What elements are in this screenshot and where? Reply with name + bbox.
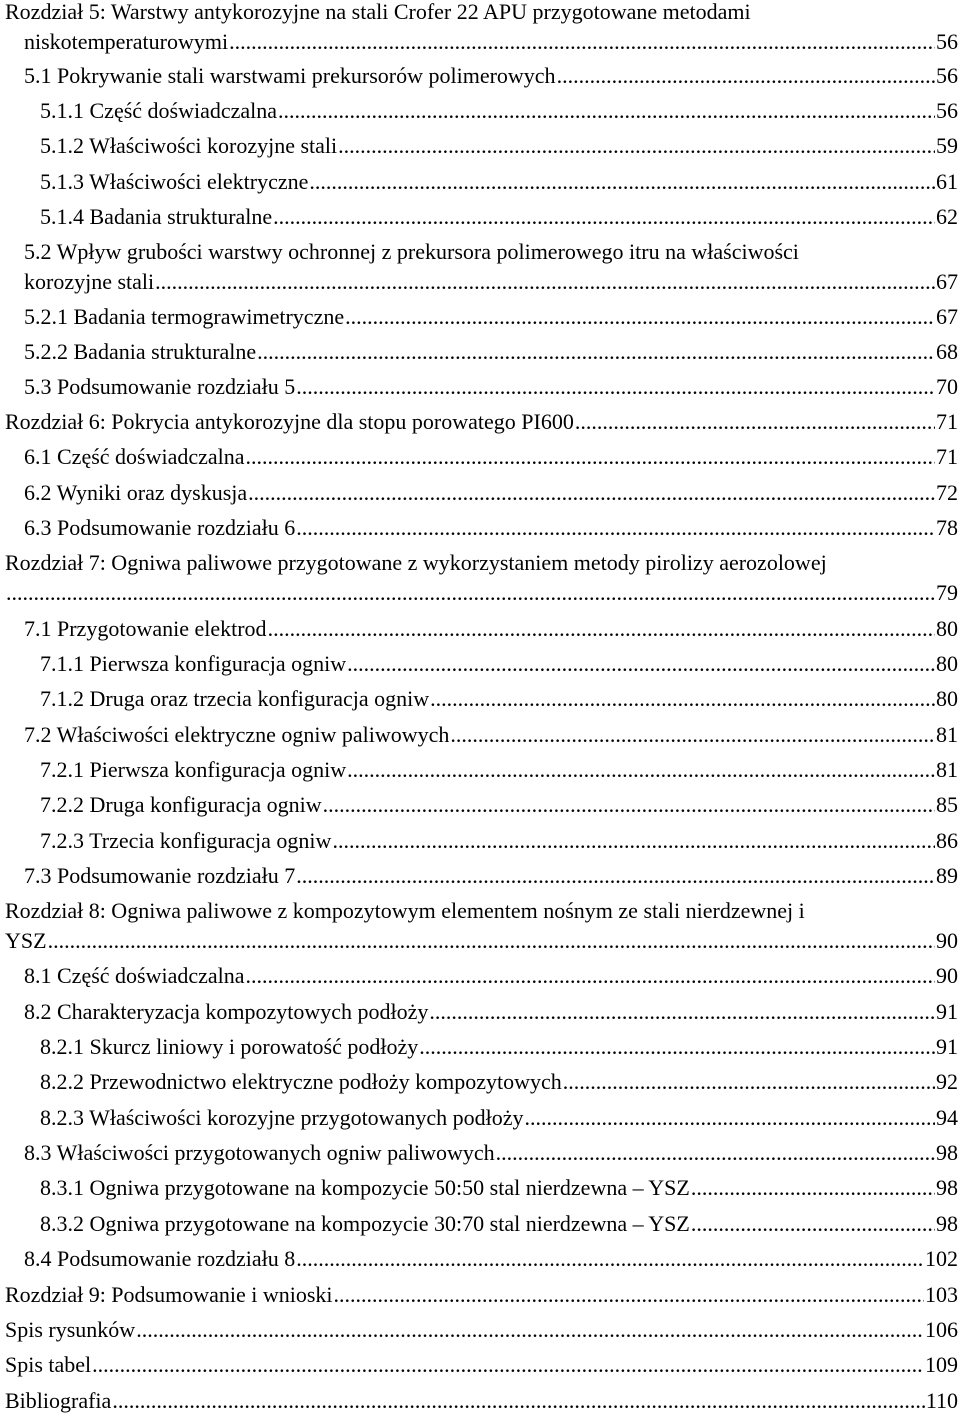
toc-entry-title: 8.3.2 Ogniwa przygotowane na kompozycie 30:70 stal nierdzewna – YSZ — [40, 1211, 690, 1236]
dot-leader — [450, 720, 935, 750]
toc-page-number: 81 — [936, 757, 958, 782]
dot-leader — [246, 961, 935, 991]
toc-entry[interactable] — [24, 614, 958, 644]
toc-page-number: 94 — [936, 1105, 958, 1130]
toc-entry[interactable] — [40, 684, 958, 714]
toc-entry-title: 7.2.2 Druga konfiguracja ogniw — [40, 792, 322, 817]
dot-leader — [92, 1350, 924, 1380]
dot-leader — [246, 442, 935, 472]
toc-entry-title: 6.2 Wyniki oraz dyskusja — [24, 480, 248, 505]
dot-leader — [229, 27, 935, 57]
toc-page-number: 98 — [936, 1175, 958, 1200]
toc-entry-title: Rozdział 7: Ogniwa paliwowe przygotowane z wykorzystaniem metody pirolizy aerozolowej — [5, 550, 827, 575]
dot-leader — [309, 167, 935, 197]
toc-entry-title: 5.1 Pokrywanie stali warstwami prekursorów polimerowych — [24, 63, 556, 88]
toc-entry[interactable] — [24, 961, 958, 991]
toc-entry[interactable] — [24, 1138, 958, 1168]
toc-entry-title: 8.1 Część doświadczalna — [24, 963, 245, 988]
toc-page-number: 92 — [936, 1069, 958, 1094]
dot-leader — [347, 755, 935, 785]
toc-page-number: 91 — [936, 1034, 958, 1059]
toc-entry-title: Rozdział 6: Pokrycia antykorozyjne dla stopu porowatego PI600 — [5, 409, 574, 434]
toc-entry[interactable] — [40, 167, 958, 197]
dot-leader — [296, 513, 935, 543]
toc-entry-title: 5.1.1 Część doświadczalna — [40, 98, 278, 123]
dot-leader — [575, 407, 935, 437]
toc-entry-title: 5.1.3 Właściwości elektryczne — [40, 169, 309, 194]
toc-page-number: 70 — [936, 374, 958, 399]
toc-page-number: 62 — [936, 204, 958, 229]
toc-entry[interactable] — [24, 861, 958, 891]
toc-entry[interactable] — [40, 755, 958, 785]
toc-page-number: 103 — [925, 1282, 958, 1307]
toc-entry[interactable] — [40, 131, 958, 161]
dot-leader — [155, 267, 935, 297]
toc-entry[interactable] — [40, 790, 958, 820]
dot-leader — [334, 1280, 924, 1310]
toc-page-number: 98 — [936, 1140, 958, 1165]
toc-entry[interactable] — [40, 96, 958, 126]
toc-entry[interactable] — [24, 513, 958, 543]
toc-page-number: 109 — [925, 1352, 958, 1377]
toc-entry-title: 8.2.3 Właściwości korozyjne przygotowanych podłoży — [40, 1105, 524, 1130]
toc-entry[interactable] — [24, 720, 958, 750]
toc-entry[interactable] — [24, 442, 958, 472]
dot-leader — [496, 1138, 935, 1168]
toc-entry[interactable] — [24, 61, 958, 91]
dot-leader — [278, 96, 935, 126]
toc-entry-title: 5.1.4 Badania strukturalne — [40, 204, 273, 229]
toc-page-number: 78 — [936, 515, 958, 540]
toc-entry-title: 7.2.1 Pierwsza konfiguracja ogniw — [40, 757, 347, 782]
dot-leader — [332, 826, 935, 856]
toc-entry-title: 6.1 Część doświadczalna — [24, 444, 245, 469]
dot-leader — [347, 649, 935, 679]
toc-page-number: 89 — [936, 863, 958, 888]
toc-entry[interactable] — [5, 578, 958, 608]
toc-entry-title: 5.1.2 Właściwości korozyjne stali — [40, 133, 338, 158]
toc-page-number: 90 — [936, 963, 958, 988]
toc-page-number: 68 — [936, 339, 958, 364]
toc-page-number: 72 — [936, 480, 958, 505]
toc-entry[interactable] — [24, 337, 958, 367]
dot-leader — [296, 1244, 924, 1274]
dot-leader — [48, 926, 935, 956]
toc-page-number: 80 — [936, 686, 958, 711]
toc-entry-title: 7.3 Podsumowanie rozdziału 7 — [24, 863, 296, 888]
toc-entry-title: 5.2.1 Badania termograwimetryczne — [24, 304, 345, 329]
dot-leader — [430, 684, 935, 714]
toc-entry-title: 6.3 Podsumowanie rozdziału 6 — [24, 515, 296, 540]
dot-leader — [6, 578, 935, 608]
dot-leader — [323, 790, 935, 820]
toc-entry-title: 7.1.2 Druga oraz trzecia konfiguracja ogniw — [40, 686, 430, 711]
toc-page-number: 80 — [936, 616, 958, 641]
toc-entry-title: Rozdział 8: Ogniwa paliwowe z kompozytowym elementem nośnym ze stali nierdzewnej i — [5, 898, 805, 923]
toc-entry-title: Rozdział 5: Warstwy antykorozyjne na stali Crofer 22 APU przygotowane metodami — [5, 0, 751, 24]
dot-leader — [563, 1067, 935, 1097]
toc-entry-title: YSZ — [5, 928, 47, 953]
toc-page-number: 67 — [936, 304, 958, 329]
toc-entry-title: 8.2 Charakteryzacja kompozytowych podłoży — [24, 999, 429, 1024]
dot-leader — [419, 1032, 935, 1062]
toc-page-number: 86 — [936, 828, 958, 853]
toc-page-number: 90 — [936, 928, 958, 953]
toc-page-number: 91 — [936, 999, 958, 1024]
dot-leader — [691, 1173, 935, 1203]
toc-page-number: 85 — [936, 792, 958, 817]
toc-entry-title: 5.2.2 Badania strukturalne — [24, 339, 257, 364]
toc-entry[interactable] — [40, 1103, 958, 1133]
toc-entry-title: 8.3 Właściwości przygotowanych ogniw paliwowych — [24, 1140, 495, 1165]
toc-page-number: 56 — [936, 29, 958, 54]
dot-leader — [296, 861, 935, 891]
toc-page-number: 80 — [936, 651, 958, 676]
toc-entry-title: 8.2.1 Skurcz liniowy i porowatość podłoży — [40, 1034, 419, 1059]
dot-leader — [248, 478, 935, 508]
dot-leader — [524, 1103, 935, 1133]
toc-entry[interactable] — [5, 926, 958, 956]
toc-entry — [5, 548, 827, 578]
toc-entry-title: 8.2.2 Przewodnictwo elektryczne podłoży kompozytowych — [40, 1069, 562, 1094]
toc-entry[interactable] — [24, 372, 958, 402]
dot-leader — [345, 302, 935, 332]
toc-page-number: 81 — [936, 722, 958, 747]
toc-entry-title: 8.3.1 Ogniwa przygotowane na kompozycie 50:50 stal nierdzewna – YSZ — [40, 1175, 690, 1200]
toc-entry[interactable] — [5, 1280, 958, 1310]
toc-entry-title: Bibliografia — [5, 1388, 112, 1413]
toc-entry-title: 5.3 Podsumowanie rozdziału 5 — [24, 374, 296, 399]
dot-leader — [136, 1315, 924, 1345]
toc-entry-title: 5.2 Wpływ grubości warstwy ochronnej z prekursora polimerowego itru na właściwości — [24, 239, 799, 264]
toc-entry[interactable] — [5, 407, 958, 437]
toc-entry[interactable] — [40, 1067, 958, 1097]
toc-entry-title: niskotemperaturowymi — [24, 29, 229, 54]
toc-entry[interactable] — [40, 202, 958, 232]
dot-leader — [691, 1209, 935, 1239]
toc-entry[interactable] — [40, 649, 958, 679]
toc-page-number: 56 — [936, 98, 958, 123]
toc-entry[interactable] — [24, 27, 958, 57]
toc-entry-title: Spis tabel — [5, 1352, 92, 1377]
toc-entry[interactable] — [40, 1032, 958, 1062]
dot-leader — [557, 61, 935, 91]
toc-entry[interactable] — [5, 1315, 958, 1345]
toc-entry[interactable] — [24, 302, 958, 332]
toc-entry[interactable] — [5, 1350, 958, 1380]
toc-entry-title: 7.2.3 Trzecia konfiguracja ogniw — [40, 828, 332, 853]
toc-entry[interactable] — [24, 997, 958, 1027]
toc-entry-title: korozyjne stali — [24, 269, 155, 294]
toc-page-number: 71 — [936, 444, 958, 469]
dot-leader — [257, 337, 935, 367]
toc-entry[interactable] — [5, 1386, 958, 1416]
toc-page-number: 102 — [925, 1246, 958, 1271]
toc-entry-title: 8.4 Podsumowanie rozdziału 8 — [24, 1246, 296, 1271]
dot-leader — [273, 202, 935, 232]
toc-entry-title: Spis rysunków — [5, 1317, 136, 1342]
toc-page-number: 67 — [936, 269, 958, 294]
toc-entry-title: 7.2 Właściwości elektryczne ogniw paliwowych — [24, 722, 450, 747]
toc-entry[interactable] — [40, 1209, 958, 1239]
toc-entry — [5, 896, 805, 926]
toc-entry[interactable] — [40, 826, 958, 856]
toc-entry-title: 7.1.1 Pierwsza konfiguracja ogniw — [40, 651, 347, 676]
toc-entry[interactable] — [24, 1244, 958, 1274]
toc-page-number: 61 — [936, 169, 958, 194]
toc-page-number: 110 — [925, 1388, 958, 1413]
toc-entry — [5, 0, 751, 27]
toc-page-number: 71 — [936, 409, 958, 434]
dot-leader — [112, 1386, 925, 1416]
toc-entry-title: 7.1 Przygotowanie elektrod — [24, 616, 267, 641]
toc-page-number: 56 — [936, 63, 958, 88]
toc-entry — [24, 237, 799, 267]
dot-leader — [338, 131, 935, 161]
toc-page-number: 106 — [925, 1317, 958, 1342]
toc-page-number: 59 — [936, 133, 958, 158]
dot-leader — [296, 372, 935, 402]
toc-entry[interactable] — [40, 1173, 958, 1203]
toc-entry-title: Rozdział 9: Podsumowanie i wnioski — [5, 1282, 333, 1307]
dot-leader — [268, 614, 935, 644]
dot-leader — [429, 997, 935, 1027]
toc-page-number: 79 — [936, 580, 958, 605]
toc-entry[interactable] — [24, 478, 958, 508]
toc-page-number: 98 — [936, 1211, 958, 1236]
toc-entry[interactable] — [24, 267, 958, 297]
